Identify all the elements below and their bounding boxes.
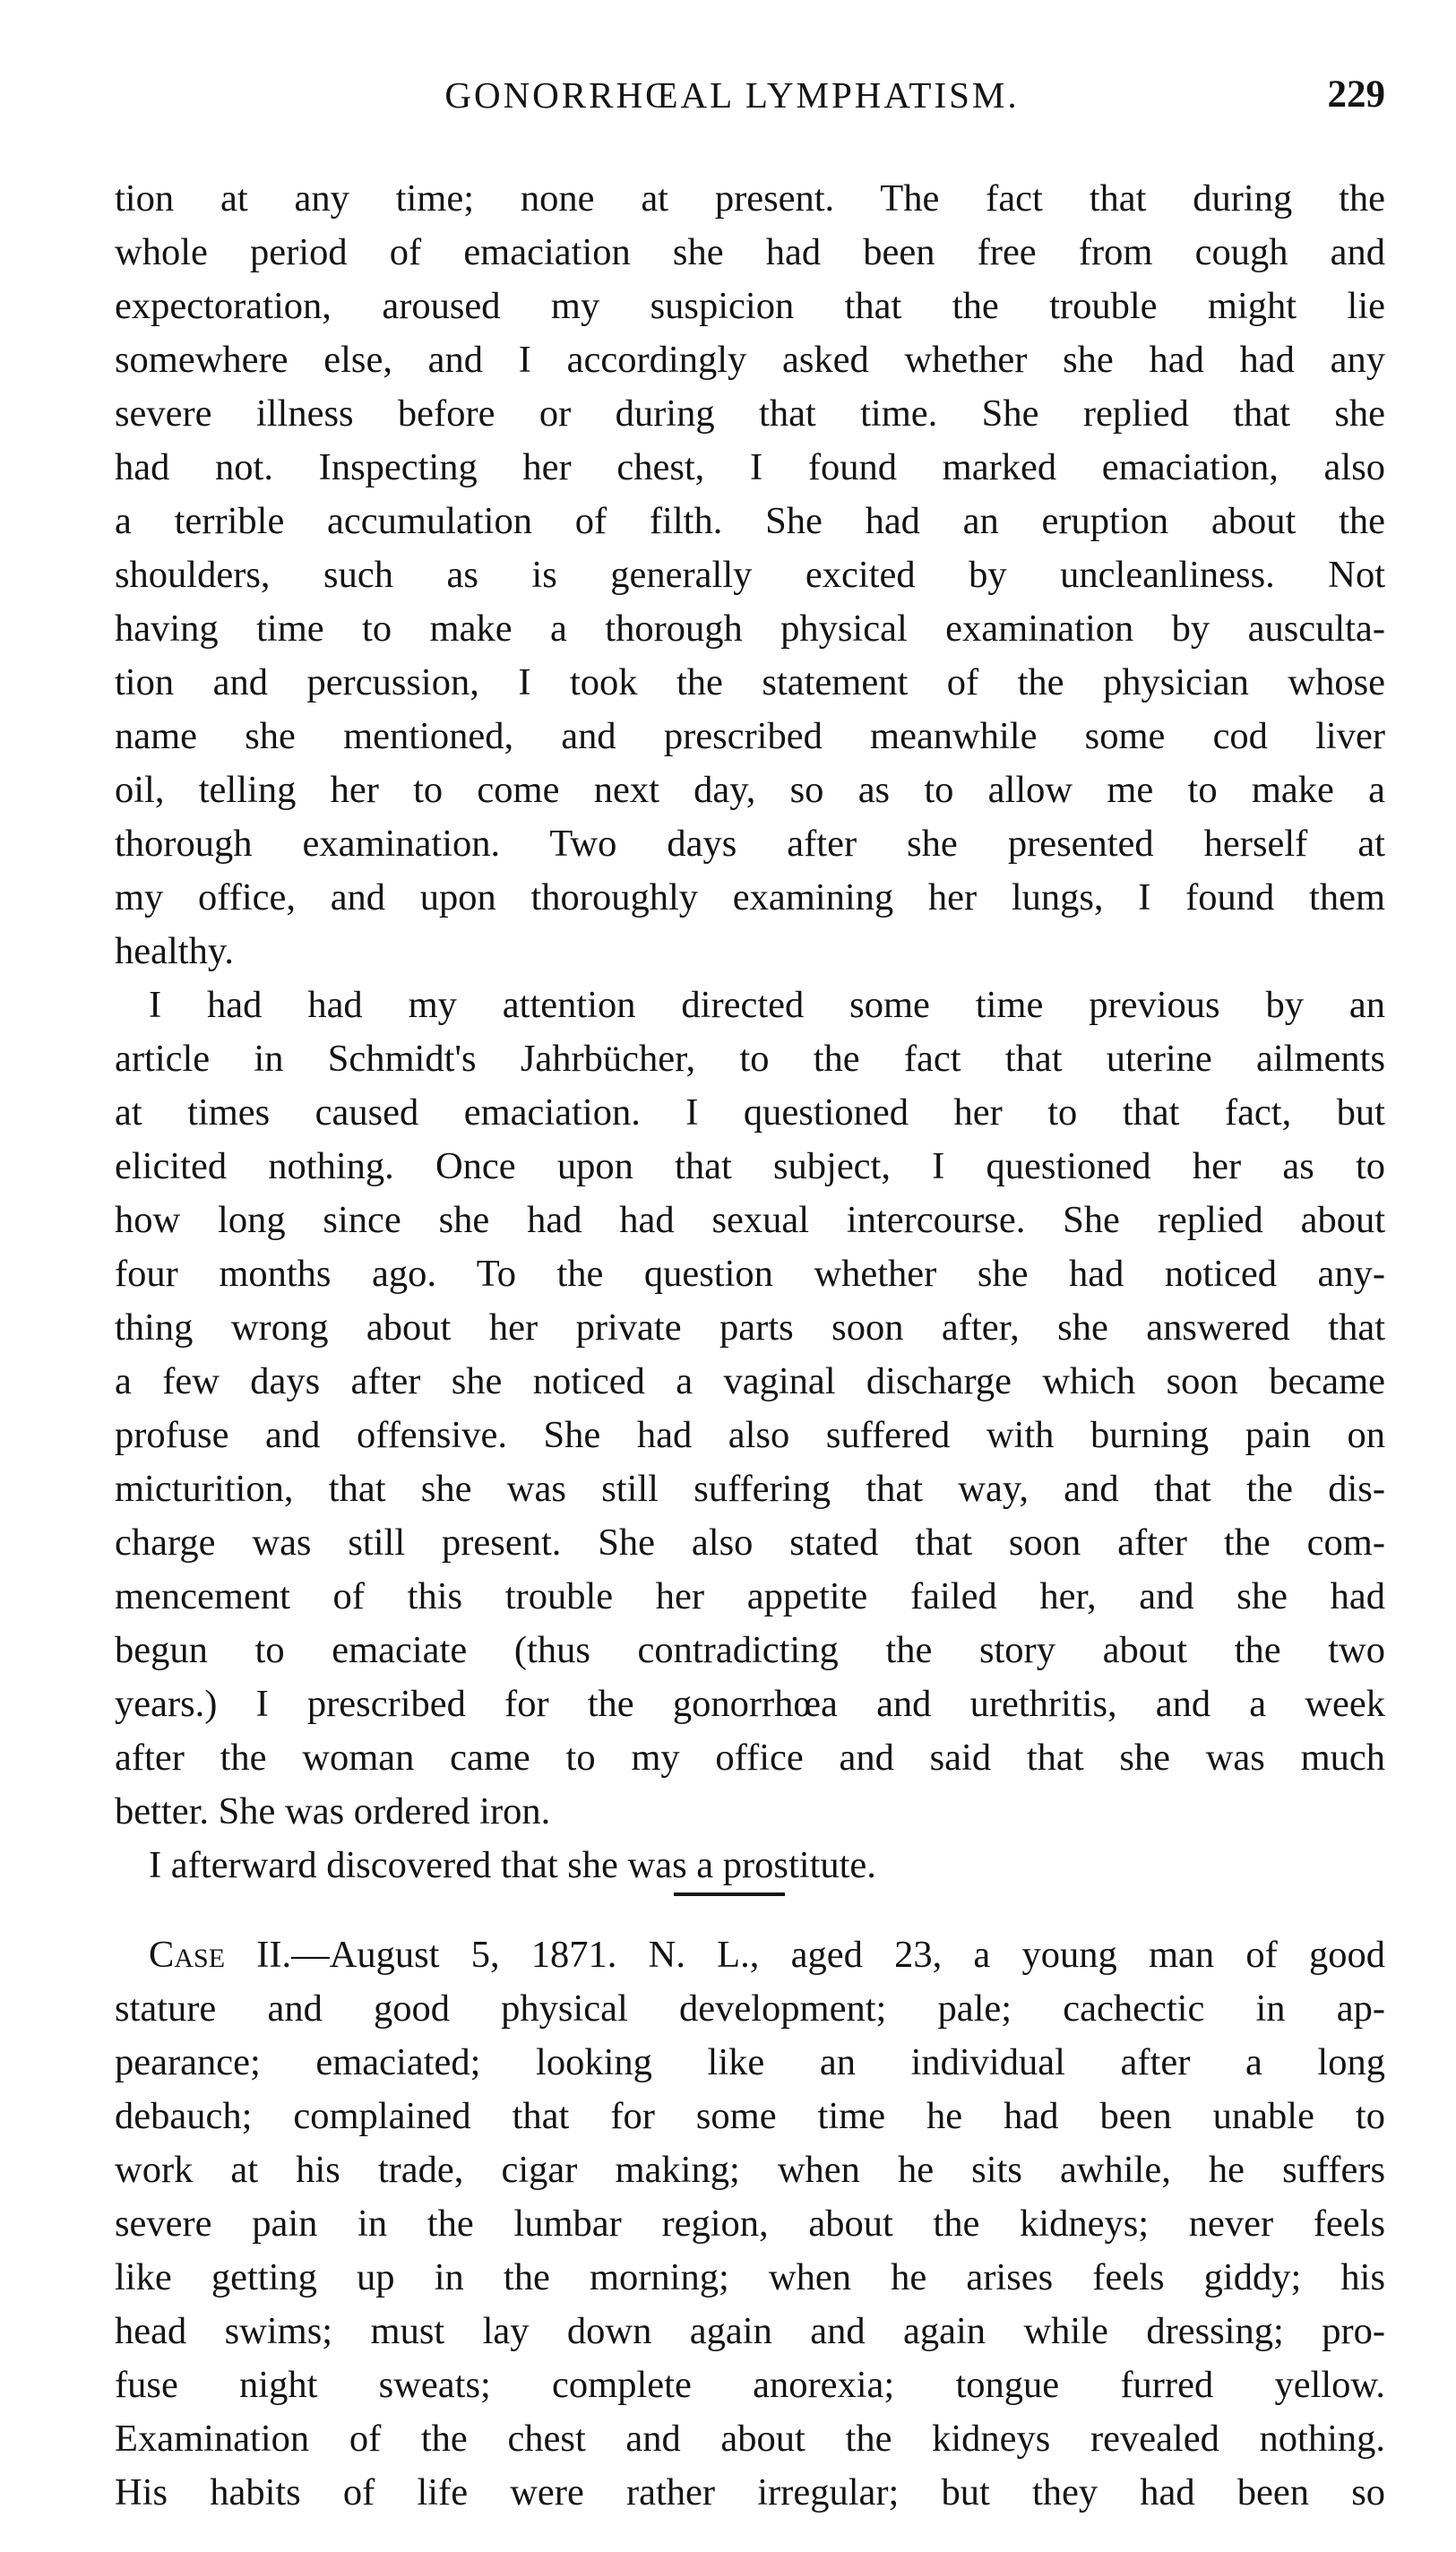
text-line: four months ago. To the question whether she had noticed any- xyxy=(115,1253,1385,1295)
text-line: severe illness before or during that time. She replied that she xyxy=(115,392,1385,435)
paragraph xyxy=(115,172,1385,979)
text-line: stature and good physical development; pale; cachectic in ap- xyxy=(115,1987,1385,2030)
paragraph xyxy=(115,1839,1385,1892)
text-line: at times caused emaciation. I questioned her to that fact, but xyxy=(115,1091,1385,1134)
text-line: pearance; emaciated; looking like an individual after a long xyxy=(115,2041,1385,2083)
text-line: tion and percussion, I took the statement of the physician whose xyxy=(115,661,1385,703)
text-line: somewhere else, and I accordingly asked whether she had had any xyxy=(115,339,1385,381)
text-line: begun to emaciate (thus contradicting the story about the two xyxy=(115,1629,1385,1671)
text-line: profuse and offensive. She had also suffered with burning pain on xyxy=(115,1414,1385,1456)
text-line: name she mentioned, and prescribed meanwhile some cod liver xyxy=(115,715,1385,757)
text-line: had not. Inspecting her chest, I found marked emaciation, also xyxy=(115,446,1385,488)
text-line: article in Schmidt's Jahrbücher, to the fact that uterine ailments xyxy=(115,1038,1385,1080)
case-heading-rest: II.—August 5, 1871. N. L., aged 23, a young man of good xyxy=(225,1934,1385,1976)
page-number: 229 xyxy=(1327,73,1385,116)
text-line: shoulders, such as is generally excited by uncleanliness. Not xyxy=(115,554,1385,596)
text-line: tion at any time; none at present. The fact that during the xyxy=(115,177,1385,220)
text-line: like getting up in the morning; when he arises feels giddy; his xyxy=(115,2256,1385,2298)
body-text xyxy=(115,172,1385,1892)
text-line: whole period of emaciation she had been free from cough and xyxy=(115,231,1385,273)
text-line: expectoration, aroused my suspicion that the trouble might lie xyxy=(115,285,1385,327)
text-line: head swims; must lay down again and again while dressing; pro- xyxy=(115,2310,1385,2352)
text-line: His habits of life were rather irregular; but they had been so xyxy=(115,2471,1385,2513)
text-line: debauch; complained that for some time he had been unable to xyxy=(115,2095,1385,2137)
text-line: thing wrong about her private parts soon after, she answered that xyxy=(115,1306,1385,1349)
text-line: I afterward discovered that she was a prostitute. xyxy=(149,1844,876,1886)
text-line: charge was still present. She also stated that soon after the com- xyxy=(115,1522,1385,1564)
text-line: elicited nothing. Once upon that subject, I questioned her as to xyxy=(115,1145,1385,1187)
case-heading-line xyxy=(115,1928,1385,1982)
text-line: work at his trade, cigar making; when he sits awhile, he suffers xyxy=(115,2149,1385,2191)
text-line: years.) I prescribed for the gonorrhœa and urethritis, and a week xyxy=(115,1683,1385,1725)
running-title: GONORRHŒAL LYMPHATISM. xyxy=(444,74,1020,116)
text-line: a terrible accumulation of filth. She had an eruption about the xyxy=(115,500,1385,542)
text-line: healthy. xyxy=(115,930,234,972)
running-head xyxy=(115,70,1385,120)
text-line: severe pain in the lumbar region, about the kidneys; never feels xyxy=(115,2203,1385,2245)
case-label: Case xyxy=(149,1934,226,1976)
text-line: a few days after she noticed a vaginal discharge which soon became xyxy=(115,1360,1385,1402)
text-line: how long since she had had sexual intercourse. She replied about xyxy=(115,1199,1385,1241)
section-rule xyxy=(674,1892,785,1896)
text-line: I had had my attention directed some time previous by an xyxy=(149,984,1385,1026)
text-line: oil, telling her to come next day, so as to allow me to make a xyxy=(115,769,1385,811)
text-line: fuse night sweats; complete anorexia; tongue furred yellow. xyxy=(115,2364,1385,2406)
text-line: thorough examination. Two days after she presented herself at xyxy=(115,823,1385,865)
text-line: mencement of this trouble her appetite failed her, and she had xyxy=(115,1575,1385,1617)
text-line: having time to make a thorough physical examination by ausculta- xyxy=(115,608,1385,650)
text-line: Examination of the chest and about the kidneys revealed nothing. xyxy=(115,2418,1385,2460)
text-line: after the woman came to my office and said that she was much xyxy=(115,1737,1385,1779)
paragraph xyxy=(115,979,1385,1839)
text-line: better. She was ordered iron. xyxy=(115,1790,551,1832)
text-line: my office, and upon thoroughly examining her lungs, I found them xyxy=(115,876,1385,918)
text-line: micturition, that she was still suffering that way, and that the dis- xyxy=(115,1468,1385,1510)
case-section xyxy=(115,1928,1385,2520)
